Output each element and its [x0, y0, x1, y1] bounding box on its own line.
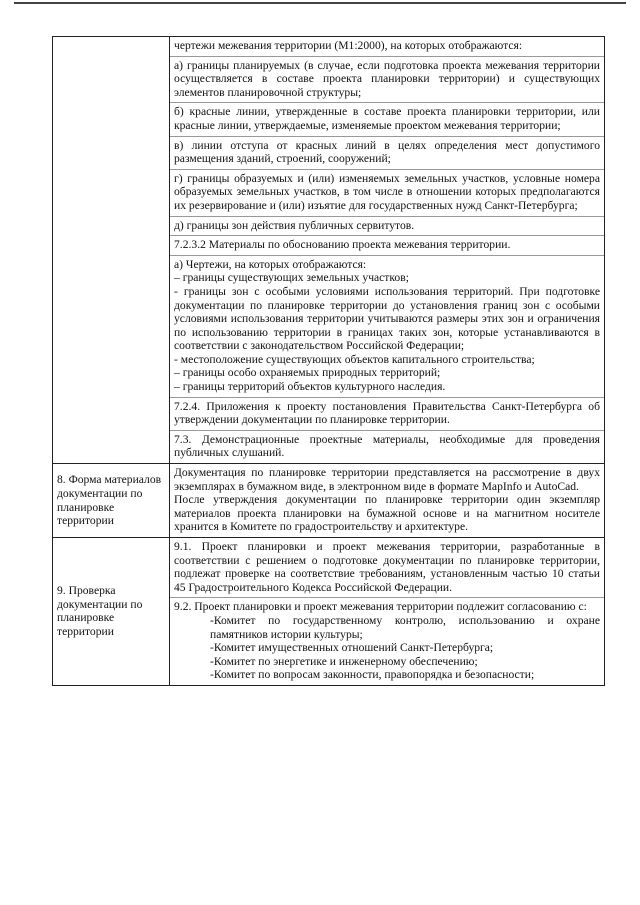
row-label-cell	[53, 538, 170, 686]
content-block	[170, 256, 604, 398]
paragraph: После утверждения документации по планировке территории один экземпляр материалов проекта планировки на бумажной основе и на магнитном носителе хранится в Комитете по градостроительству и архитектуре.	[174, 493, 600, 534]
content-block	[170, 598, 604, 685]
paragraph: 7.2.4. Приложения к проекту постановления Правительства Санкт-Петербурга об утверждении документации по планировке территории.	[174, 399, 600, 427]
table-row-continuation	[53, 37, 605, 464]
content-block	[170, 217, 604, 237]
row-label-cell	[53, 464, 170, 538]
content-block	[170, 170, 604, 217]
paragraph: а) Чертежи, на которых отображаются:	[174, 257, 367, 271]
list-item: – границы территорий объектов культурного наследия.	[174, 380, 446, 394]
list-item: -Комитет имущественных отношений Санкт-Петербурга;	[210, 641, 494, 655]
paragraph: Документация по планировке территории представляется на рассмотрение в двух экземплярах в бумажном виде, в электронном виде в формате MapInfo и AutoCad.	[174, 466, 600, 493]
row-content	[170, 464, 605, 538]
paragraph: чертежи межевания территории (М1:2000), на которых отображаются:	[174, 39, 523, 52]
paragraph: в) линии отступа от красных линий в целях определения мест допустимого размещения зданий, строений, сооружений;	[174, 138, 600, 166]
list-item: - местоположение существующих объектов капитального строительства;	[174, 352, 535, 366]
content-block	[170, 37, 604, 57]
content-block	[170, 538, 604, 598]
row-label: 9. Проверка документации по планировке территории	[57, 584, 143, 639]
list-item: – границы особо охраняемых природных территорий;	[174, 366, 441, 380]
paragraph: 9.1. Проект планировки и проект межевания территории, разработанные в соответствии с решением о подготовке документации по планировке территории, подлежат проверке на соответствие требованиям, установленным частью 10 статьи 45 Градостроительного Кодекса Российской Федерации.	[174, 540, 600, 594]
row-content	[170, 37, 605, 464]
row-label: 8. Форма материалов документации по планировке территории	[57, 473, 162, 528]
content-block	[170, 464, 604, 537]
paragraph: а) границы планируемых (в случае, если подготовка проекта межевания территории осуществляется в составе проекта планировки территории) и существующих элементов планировочной структуры;	[174, 58, 600, 99]
list-item: -Комитет по энергетике и инженерному обеспечению;	[210, 654, 478, 668]
content-block	[170, 57, 604, 104]
list-item: – границы существующих земельных участков;	[174, 271, 409, 285]
paragraph: б) красные линии, утвержденные в составе проекта планировки территории, или красные линии, утверждаемые, изменяемые проектом межевания территории;	[174, 105, 600, 132]
terms-table	[52, 36, 605, 686]
paragraph: 7.3. Демонстрационные проектные материалы, необходимые для проведения публичных слушаний.	[174, 432, 600, 460]
scan-top-edge	[14, 2, 626, 4]
content-block	[170, 398, 604, 431]
content-block	[170, 431, 604, 463]
paragraph: 9.2. Проект планировки и проект межевания территории подлежит согласованию с:	[174, 600, 587, 614]
list-item: - границы зон с особыми условиями использования территорий. При подготовке документации по планировке территории до установления границ зон с особыми условиями использования территории учитываются размеры этих зон и ограничения по использованию территории в границах таких зон, которые устанавливаются в соответствии с законодательством Российской Федерации;	[174, 284, 600, 353]
table-row-9	[53, 538, 605, 686]
paragraph: г) границы образуемых и (или) изменяемых земельных участков, условные номера образуемых земельных участков, в том числе в отношении которых предполагаются их резервирование и (или) изъятие для государственных нужд Санкт-Петербурга;	[174, 171, 600, 212]
content-block	[170, 103, 604, 136]
paragraph: 7.2.3.2 Материалы по обоснованию проекта межевания территории.	[174, 238, 511, 252]
content-block	[170, 137, 604, 170]
content-block	[170, 236, 604, 256]
list-item: -Комитет по вопросам законности, правопорядка и безопасности;	[210, 668, 535, 682]
table-row-8	[53, 464, 605, 538]
list-item: -Комитет по государственному контролю, использованию и охране памятников истории культуры;	[210, 613, 600, 641]
row-label-empty	[53, 37, 170, 464]
row-content	[170, 538, 605, 686]
paragraph: д) границы зон действия публичных сервитутов.	[174, 218, 415, 232]
